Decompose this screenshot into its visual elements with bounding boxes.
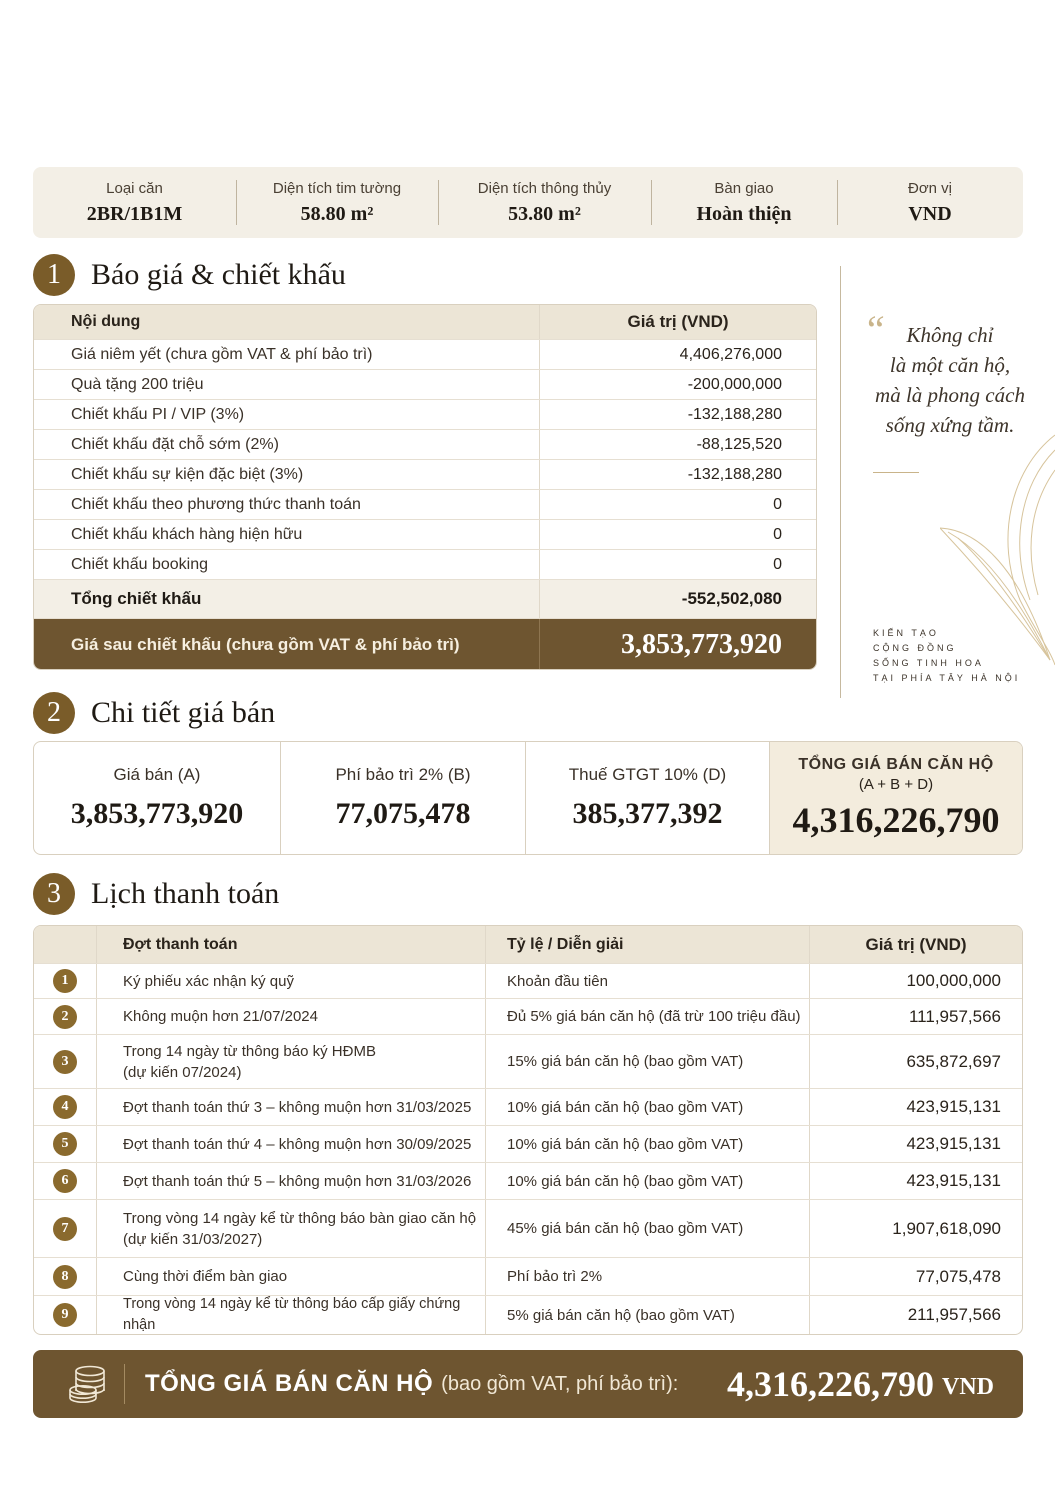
step-badge: 4: [53, 1095, 77, 1119]
header-phase: Đợt thanh toán: [97, 926, 486, 963]
row-phase: Cùng thời điểm bàn giao: [97, 1258, 486, 1295]
quote-line: mà là phong cách: [875, 383, 1025, 407]
price-value: 3,853,773,920: [70, 797, 244, 830]
table-row: [34, 520, 816, 550]
row-phase: [97, 1035, 486, 1088]
row-value: 4,406,276,000: [679, 345, 782, 363]
step-badge: 2: [53, 1005, 77, 1029]
tagline: [873, 626, 1020, 686]
table-row: [34, 340, 816, 370]
row-label: Quà tặng 200 triệu: [34, 370, 540, 399]
summary-value: 2BR/1B1M: [86, 202, 183, 225]
summary-value: 58.80 m²: [300, 202, 374, 225]
price-label: Phí bảo trì 2% (B): [335, 765, 471, 784]
row-phase: Đợt thanh toán thứ 5 – không muộn hơn 31/03/2026: [97, 1163, 486, 1199]
row-label: Chiết khấu PI / VIP (3%): [34, 400, 540, 429]
step-badge: 7: [53, 1217, 77, 1241]
net-price-row: [34, 619, 816, 670]
row-label: Chiết khấu đặt chỗ sớm (2%): [34, 430, 540, 459]
tagline-line: SỐNG TINH HOA: [873, 658, 984, 668]
summary-handover: [651, 167, 837, 238]
quote-line: là một căn hộ,: [889, 353, 1011, 377]
total-price-value: 4,316,226,790: [792, 799, 1000, 840]
row-ratio: 10% giá bán căn hộ (bao gồm VAT): [486, 1126, 810, 1162]
step-badge: 3: [53, 1050, 77, 1074]
table-header: [34, 305, 816, 340]
section-number: 3: [33, 873, 75, 915]
summary-label: Loại căn: [106, 179, 163, 197]
row-label: Chiết khấu sự kiện đặc biệt (3%): [34, 460, 540, 489]
grand-total-bar: [33, 1350, 1023, 1418]
summary-label: Bàn giao: [714, 179, 774, 197]
row-value: -132,188,280: [687, 465, 782, 483]
table-row: [34, 490, 816, 520]
quote-line: sống xứng tầm.: [885, 413, 1015, 437]
row-ratio: 5% giá bán căn hộ (bao gồm VAT): [486, 1296, 810, 1334]
summary-value: 53.80 m²: [508, 202, 581, 225]
row-label: Chiết khấu khách hàng hiện hữu: [34, 520, 540, 549]
row-value: 635,872,697: [906, 1051, 1001, 1071]
row-value: -132,188,280: [687, 405, 782, 423]
quote-line: Không chỉ: [906, 323, 994, 347]
sale-price-cell: [34, 742, 281, 854]
net-price-label: Giá sau chiết khấu (chưa gồm VAT & phí bảo trì): [34, 619, 540, 670]
grand-total-label: TỔNG GIÁ BÁN CĂN HỘ: [145, 1370, 434, 1397]
tagline-line: CỘNG ĐỒNG: [873, 643, 957, 653]
table-row: [34, 1258, 1022, 1296]
section-title: Báo giá & chiết khấu: [91, 258, 346, 291]
slogan-quote: [865, 320, 1035, 440]
row-phase: [97, 1200, 486, 1257]
summary-currency: [837, 167, 1023, 238]
section-title: Lịch thanh toán: [91, 877, 280, 910]
row-label: Giá niêm yết (chưa gồm VAT & phí bảo trì): [34, 340, 540, 369]
row-ratio: Khoản đầu tiên: [486, 964, 810, 998]
price-value: 77,075,478: [335, 797, 471, 830]
price-label: Thuế GTGT 10% (D): [568, 765, 727, 784]
summary-net-area: [438, 167, 651, 238]
table-row: [34, 550, 816, 580]
tagline-line: KIẾN TẠO: [873, 628, 939, 638]
summary-value: VND: [908, 202, 952, 225]
header-ratio: Tỷ lệ / Diễn giải: [486, 926, 810, 963]
total-discount-row: [34, 580, 816, 619]
net-price-value: 3,853,773,920: [621, 628, 782, 660]
section-title: Chi tiết giá bán: [91, 696, 276, 729]
row-ratio: Đủ 5% giá bán căn hộ (đã trừ 100 triệu đầu): [486, 999, 810, 1034]
table-row: [34, 430, 816, 460]
total-discount-value: -552,502,080: [681, 589, 782, 608]
total-price-cell: [770, 742, 1022, 854]
row-value: 423,915,131: [906, 1171, 1001, 1190]
section-number: 1: [33, 254, 75, 296]
row-phase-line: Trong 14 ngày từ thông báo ký HĐMB: [123, 1042, 376, 1060]
table-row: [34, 1200, 1022, 1258]
row-phase-note: (dự kiến 31/03/2027): [123, 1230, 263, 1248]
price-label: Giá bán (A): [113, 765, 201, 784]
row-phase: Ký phiếu xác nhận ký quỹ: [97, 964, 486, 998]
row-value: 0: [773, 555, 782, 573]
header-content: Nội dung: [34, 305, 540, 339]
row-phase: Đợt thanh toán thứ 3 – không muộn hơn 31/03/2025: [97, 1089, 486, 1125]
row-value: 100,000,000: [906, 971, 1001, 990]
section-3-heading: [33, 873, 279, 915]
grand-total-value: 4,316,226,790: [727, 1364, 934, 1404]
summary-label: Diện tích thông thủy: [477, 179, 612, 197]
step-badge: 8: [53, 1265, 77, 1289]
table-row: [34, 370, 816, 400]
total-price-label: TỔNG GIÁ BÁN CĂN HỘ: [798, 755, 994, 773]
table-row: [34, 1089, 1022, 1126]
row-phase: Không muộn hơn 21/07/2024: [97, 999, 486, 1034]
unit-summary-bar: [33, 167, 1023, 238]
table-row: [34, 1126, 1022, 1163]
row-value: 423,915,131: [906, 1134, 1001, 1153]
table-row: [34, 1035, 1022, 1089]
summary-unit-type: [33, 167, 236, 238]
vat-cell: [526, 742, 770, 854]
row-value: -88,125,520: [696, 435, 782, 453]
total-price-formula: (A + B + D): [858, 775, 934, 793]
side-divider: [840, 266, 841, 698]
summary-label: Đơn vị: [907, 179, 952, 197]
row-label: Chiết khấu booking: [34, 550, 540, 579]
row-phase: Đợt thanh toán thứ 4 – không muộn hơn 30/09/2025: [97, 1126, 486, 1162]
row-value: 0: [773, 495, 782, 513]
quote-mark-icon: “: [863, 307, 886, 352]
row-ratio: 45% giá bán căn hộ (bao gồm VAT): [486, 1200, 810, 1257]
row-ratio: Phí bảo trì 2%: [486, 1258, 810, 1295]
maintenance-fee-cell: [281, 742, 526, 854]
payment-schedule-table: [33, 925, 1023, 1335]
price-detail-box: [33, 741, 1023, 855]
tagline-line: TẠI PHÍA TÂY HÀ NỘI: [873, 673, 1021, 683]
row-value: 423,915,131: [906, 1097, 1001, 1116]
table-row: [34, 1163, 1022, 1200]
grand-total-unit: VND: [942, 1373, 994, 1400]
step-badge: 5: [53, 1132, 77, 1156]
table-row: [34, 999, 1022, 1035]
table-row: [34, 460, 816, 490]
row-value: 0: [773, 525, 782, 543]
summary-label: Diện tích tim tường: [272, 179, 402, 197]
row-label: Chiết khấu theo phương thức thanh toán: [34, 490, 540, 519]
row-phase-note: (dự kiến 07/2024): [123, 1063, 242, 1081]
section-2-heading: [33, 692, 275, 734]
step-badge: 1: [53, 969, 77, 993]
row-phase: Trong vòng 14 ngày kể từ thông báo cấp giấy chứng nhận: [97, 1296, 486, 1334]
section-1-heading: [33, 254, 346, 296]
row-value: -200,000,000: [687, 375, 782, 393]
table-row: [34, 400, 816, 430]
row-value: 211,957,566: [907, 1305, 1001, 1324]
row-value: 111,957,566: [908, 1006, 1001, 1026]
step-badge: 9: [53, 1303, 77, 1327]
step-badge: 6: [53, 1169, 77, 1193]
quote-discount-table: [33, 304, 817, 670]
section-number: 2: [33, 692, 75, 734]
header-value: Giá trị (VND): [627, 312, 729, 331]
table-header: [34, 926, 1022, 964]
summary-gross-area: [236, 167, 438, 238]
row-value: 1,907,618,090: [892, 1218, 1001, 1238]
row-ratio: 10% giá bán căn hộ (bao gồm VAT): [486, 1089, 810, 1125]
header-value: Giá trị (VND): [865, 934, 967, 954]
quote-underline: [873, 472, 919, 473]
table-row: [34, 964, 1022, 999]
row-phase-line: Trong vòng 14 ngày kể từ thông báo bàn giao căn hộ: [123, 1209, 477, 1227]
row-ratio: 10% giá bán căn hộ (bao gồm VAT): [486, 1163, 810, 1199]
table-row: [34, 1296, 1022, 1334]
total-discount-label: Tổng chiết khấu: [34, 580, 540, 618]
grand-total-note: (bao gồm VAT, phí bảo trì):: [441, 1372, 679, 1395]
row-value: 77,075,478: [915, 1266, 1001, 1286]
summary-value: Hoàn thiện: [696, 202, 792, 225]
coin-stack-icon: [66, 1362, 110, 1406]
row-ratio: 15% giá bán căn hộ (bao gồm VAT): [486, 1035, 810, 1088]
price-value: 385,377,392: [572, 797, 723, 830]
bar-divider: [124, 1364, 125, 1404]
